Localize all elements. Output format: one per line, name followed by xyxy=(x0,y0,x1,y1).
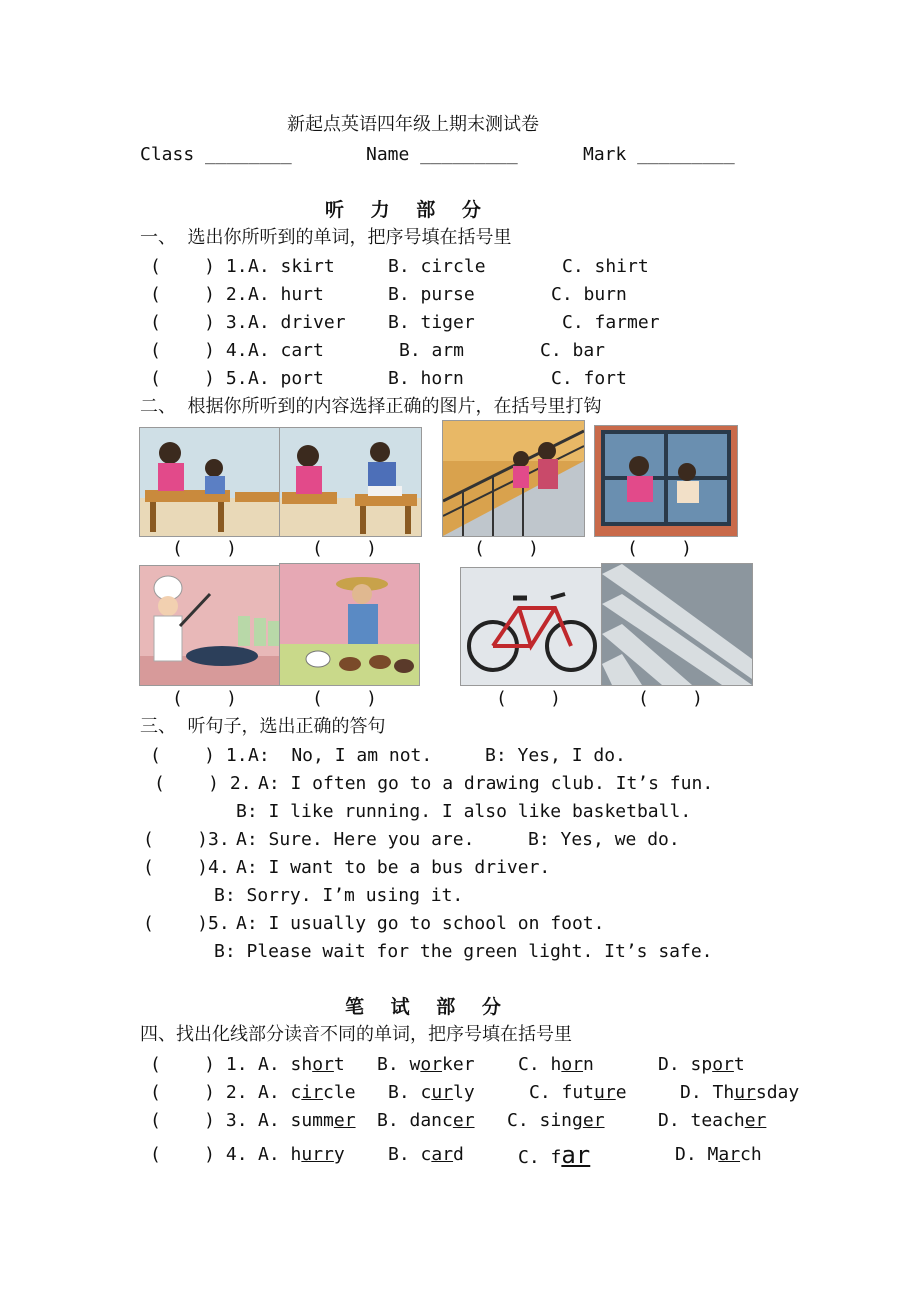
part4-option xyxy=(658,1110,766,1132)
part4-option xyxy=(680,1082,799,1104)
part1-option-b: B. horn xyxy=(388,368,464,389)
part4-item-num[interactable]: ( ) 2. xyxy=(150,1082,248,1103)
part3-item-num[interactable]: ( )4. xyxy=(143,857,230,878)
part1-instruction: 一、 选出你所听到的单词，把序号填在括号里 xyxy=(140,227,512,248)
classroom-picture-2 xyxy=(279,427,422,537)
option-text: A. sh xyxy=(258,1054,313,1075)
part3-item-num[interactable]: ( )3. xyxy=(143,829,230,850)
part3-answer-b: B: Yes, we do. xyxy=(528,829,680,850)
crosswalk-picture xyxy=(601,563,753,686)
part2-instruction: 二、 根据你所听到的内容选择正确的图片，在括号里打钩 xyxy=(140,396,602,417)
farmer-picture xyxy=(279,563,420,686)
part3-answer-b: B: Yes, I do. xyxy=(485,745,626,766)
option-text: D. M xyxy=(675,1144,719,1165)
stairs-picture xyxy=(442,420,585,537)
underlined-letters: er xyxy=(452,1110,475,1131)
option-text: B. w xyxy=(377,1054,421,1075)
part3-answer-a: A: No, I am not. xyxy=(248,745,433,766)
underlined-letters: ar xyxy=(431,1144,454,1165)
option-text: B. c xyxy=(388,1144,432,1165)
part1-option-c: C. farmer xyxy=(562,312,660,333)
option-text: t xyxy=(333,1054,345,1075)
option-text: D. Th xyxy=(680,1082,735,1103)
option-text: ly xyxy=(453,1082,475,1103)
underlined-letters: ur xyxy=(594,1082,616,1103)
picture-answer-paren[interactable]: ( ) xyxy=(496,688,562,709)
part3-item-num[interactable]: ( )5. xyxy=(143,913,230,934)
part4-option xyxy=(675,1144,762,1166)
part4-option xyxy=(507,1110,605,1132)
part1-option-a: A. skirt xyxy=(248,256,335,277)
part4-option xyxy=(258,1082,356,1104)
part1-item-num[interactable]: ( ) 4. xyxy=(150,340,248,361)
underlined-letters: er xyxy=(333,1110,356,1131)
part4-option xyxy=(377,1110,475,1132)
picture-answer-paren[interactable]: ( ) xyxy=(172,538,238,559)
underlined-letters: ar xyxy=(718,1144,741,1165)
option-text: A. summ xyxy=(258,1110,334,1131)
part1-item-num[interactable]: ( ) 2. xyxy=(150,284,248,305)
option-text: y xyxy=(333,1144,345,1165)
picture-answer-paren[interactable]: ( ) xyxy=(474,538,540,559)
underlined-letters: or xyxy=(561,1054,584,1075)
part1-option-b: B. arm xyxy=(399,340,465,361)
option-text: sday xyxy=(755,1082,800,1103)
part3-instruction: 三、 听句子，选出正确的答句 xyxy=(140,716,386,737)
part1-option-b: B. purse xyxy=(388,284,475,305)
underlined-letters: er xyxy=(744,1110,767,1131)
window-picture xyxy=(594,425,738,537)
option-text: e xyxy=(615,1082,627,1103)
option-text: A. c xyxy=(258,1082,302,1103)
option-text: ker xyxy=(442,1054,475,1075)
classroom-picture-1 xyxy=(139,427,282,537)
picture-answer-paren[interactable]: ( ) xyxy=(172,688,238,709)
part3-answer-b: B: I like running. I also like basketball. xyxy=(236,801,692,822)
underlined-letters: or xyxy=(312,1054,334,1075)
class-field[interactable]: Class ________ xyxy=(140,144,292,165)
part1-option-a: A. hurt xyxy=(248,284,324,305)
part3-item-num[interactable]: ( ) 1. xyxy=(150,745,248,766)
part4-instruction: 四、找出化线部分读音不同的单词，把序号填在括号里 xyxy=(140,1024,572,1045)
part4-option xyxy=(518,1141,591,1169)
part4-option xyxy=(388,1144,464,1166)
option-text: B. c xyxy=(388,1082,432,1103)
part4-option xyxy=(258,1110,356,1132)
underlined-letters: or xyxy=(712,1054,734,1075)
option-text: C. fut xyxy=(529,1082,595,1103)
part4-option xyxy=(258,1054,345,1076)
part1-option-c: C. shirt xyxy=(562,256,649,277)
part4-item-num[interactable]: ( ) 3. xyxy=(150,1110,248,1131)
part1-option-c: C. bar xyxy=(540,340,606,361)
part1-option-c: C. fort xyxy=(551,368,627,389)
part4-option xyxy=(258,1144,345,1166)
option-text: n xyxy=(583,1054,594,1075)
part1-option-b: B. tiger xyxy=(388,312,475,333)
underlined-letters: urr xyxy=(301,1144,334,1165)
part4-item-num[interactable]: ( ) 1. xyxy=(150,1054,248,1075)
part3-answer-a: A: Sure. Here you are. xyxy=(236,829,475,850)
underlined-letters: ur xyxy=(431,1082,454,1103)
option-text: D. teach xyxy=(658,1110,745,1131)
option-text: cle xyxy=(323,1082,356,1103)
part4-option xyxy=(388,1082,475,1104)
writing-heading: 笔 试 部 分 xyxy=(345,996,511,1018)
part1-option-a: A. port xyxy=(248,368,324,389)
part1-option-b: B. circle xyxy=(388,256,486,277)
option-text: t xyxy=(733,1054,745,1075)
part1-option-c: C. burn xyxy=(551,284,627,305)
underlined-letters: er xyxy=(582,1110,605,1131)
part3-answer-a: A: I usually go to school on foot. xyxy=(236,913,605,934)
underlined-letters: ar xyxy=(561,1141,591,1169)
part3-answer-a: A: I often go to a drawing club. It’s fun. xyxy=(258,773,714,794)
option-text: B. danc xyxy=(377,1110,453,1131)
listening-heading: 听 力 部 分 xyxy=(325,199,491,221)
cook-picture xyxy=(139,565,282,686)
part1-item-num[interactable]: ( ) 5. xyxy=(150,368,248,389)
part1-item-num[interactable]: ( ) 1. xyxy=(150,256,248,277)
part1-option-a: A. driver xyxy=(248,312,346,333)
underlined-letters: ur xyxy=(734,1082,756,1103)
option-text: D. sp xyxy=(658,1054,713,1075)
page-title: 新起点英语四年级上期末测试卷 xyxy=(287,114,539,135)
part4-option xyxy=(529,1082,627,1104)
part3-item-num[interactable]: ( ) 2. xyxy=(154,773,252,794)
picture-answer-paren[interactable]: ( ) xyxy=(312,538,378,559)
part1-item-num[interactable]: ( ) 3. xyxy=(150,312,248,333)
part1-option-a: A. cart xyxy=(248,340,324,361)
name-field[interactable]: Name _________ xyxy=(366,144,518,165)
bicycle-picture xyxy=(460,567,603,686)
picture-answer-paren[interactable]: ( ) xyxy=(312,688,378,709)
underlined-letters: or xyxy=(420,1054,443,1075)
part4-option xyxy=(377,1054,475,1076)
part3-answer-b: B: Please wait for the green light. It’s safe. xyxy=(214,941,713,962)
part4-item-num[interactable]: ( ) 4. xyxy=(150,1144,248,1165)
underlined-letters: ir xyxy=(301,1082,324,1103)
option-text: C. h xyxy=(518,1054,562,1075)
option-text: d xyxy=(453,1144,464,1165)
part3-answer-b: B: Sorry. I’m using it. xyxy=(214,885,464,906)
mark-field[interactable]: Mark _________ xyxy=(583,144,735,165)
picture-answer-paren[interactable]: ( ) xyxy=(627,538,693,559)
option-text: C. sing xyxy=(507,1110,583,1131)
picture-answer-paren[interactable]: ( ) xyxy=(638,688,704,709)
part3-answer-a: A: I want to be a bus driver. xyxy=(236,857,551,878)
option-text: C. f xyxy=(518,1147,562,1168)
option-text: ch xyxy=(740,1144,762,1165)
option-text: A. h xyxy=(258,1144,302,1165)
part4-option xyxy=(658,1054,745,1076)
part4-option xyxy=(518,1054,594,1076)
